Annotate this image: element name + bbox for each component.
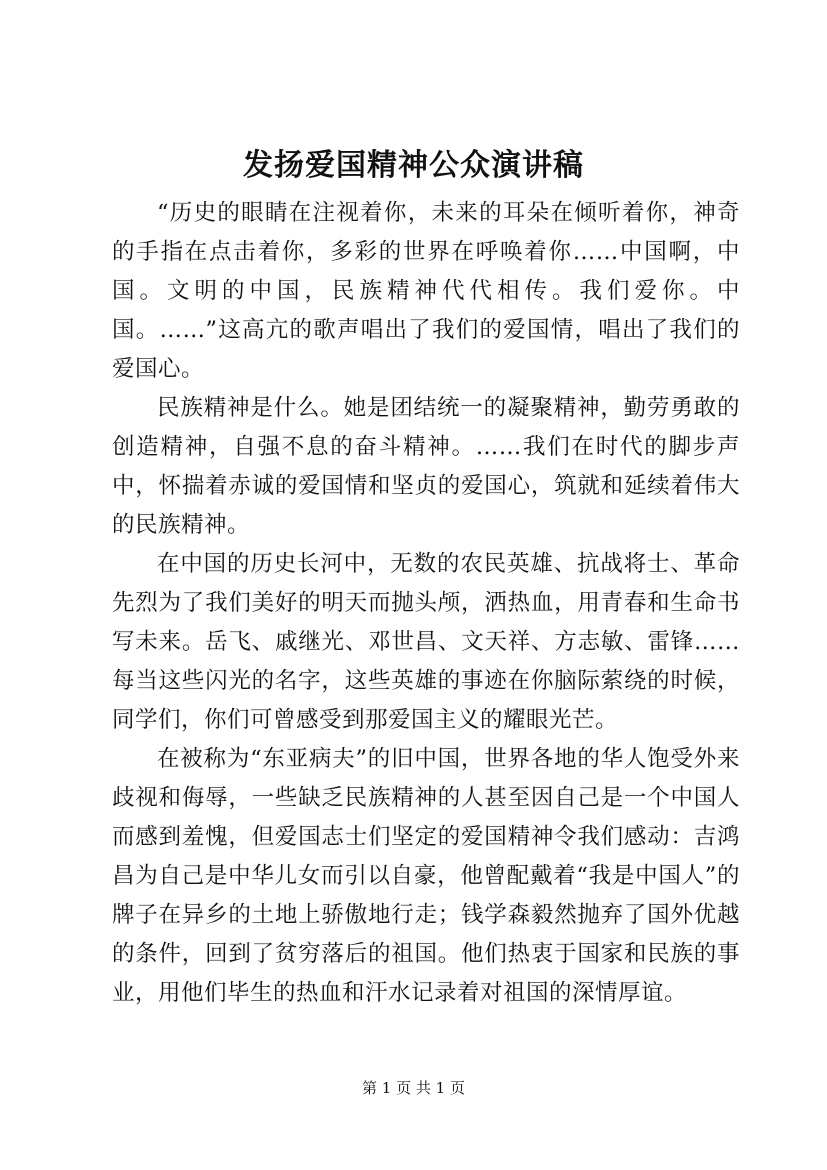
- paragraph-2: 民族精神是什么。她是团结统一的凝聚精神，勤劳勇敢的创造精神，自强不息的奋斗精神。……我们在时代的脚步声中，怀揣着赤诚的爱国情和坚贞的爱国心，筑就和延续着伟大的民族精神。: [112, 395, 740, 538]
- page-title: 发扬爱国精神公众演讲稿: [243, 148, 584, 183]
- paragraph-1: “历史的眼睛在注视着你，未来的耳朵在倾听着你，神奇的手指在点击着你，多彩的世界在呼唤着你……中国啊，中国。文明的中国，民族精神代代相传。我们爱你。中国。……”这高亢的歌声唱出了我们的爱国情，唱出了我们的爱国心。: [112, 200, 740, 382]
- paragraph-3: 在中国的历史长河中，无数的农民英雄、抗战将士、革命先烈为了我们美好的明天而抛头颅，洒热血，用青春和生命书写未来。岳飞、戚继光、邓世昌、文天祥、方志敏、雷锋……每当这些闪光的名字，这些英雄的事迹在你脑际萦绕的时候，同学们，你们可曾感受到那爱国主义的耀眼光芒。: [112, 551, 740, 733]
- document-body: [112, 194, 740, 1013]
- page-footer: 第 1 页 共 1 页: [362, 1079, 465, 1097]
- paragraph-4: 在被称为“东亚病夫”的旧中国，世界各地的华人饱受外来歧视和侮辱，一些缺乏民族精神的人甚至因自己是一个中国人而感到羞愧，但爱国志士们坚定的爱国精神令我们感动：吉鸿昌为自己是中华儿女而引以自豪，他曾配戴着“我是中国人”的牌子在异乡的土地上骄傲地行走；钱学森毅然抛弃了国外优越的条件，回到了贫穷落后的祖国。他们热衷于国家和民族的事业，用他们毕生的热血和汗水记录着对祖国的深情厚谊。: [112, 746, 740, 1006]
